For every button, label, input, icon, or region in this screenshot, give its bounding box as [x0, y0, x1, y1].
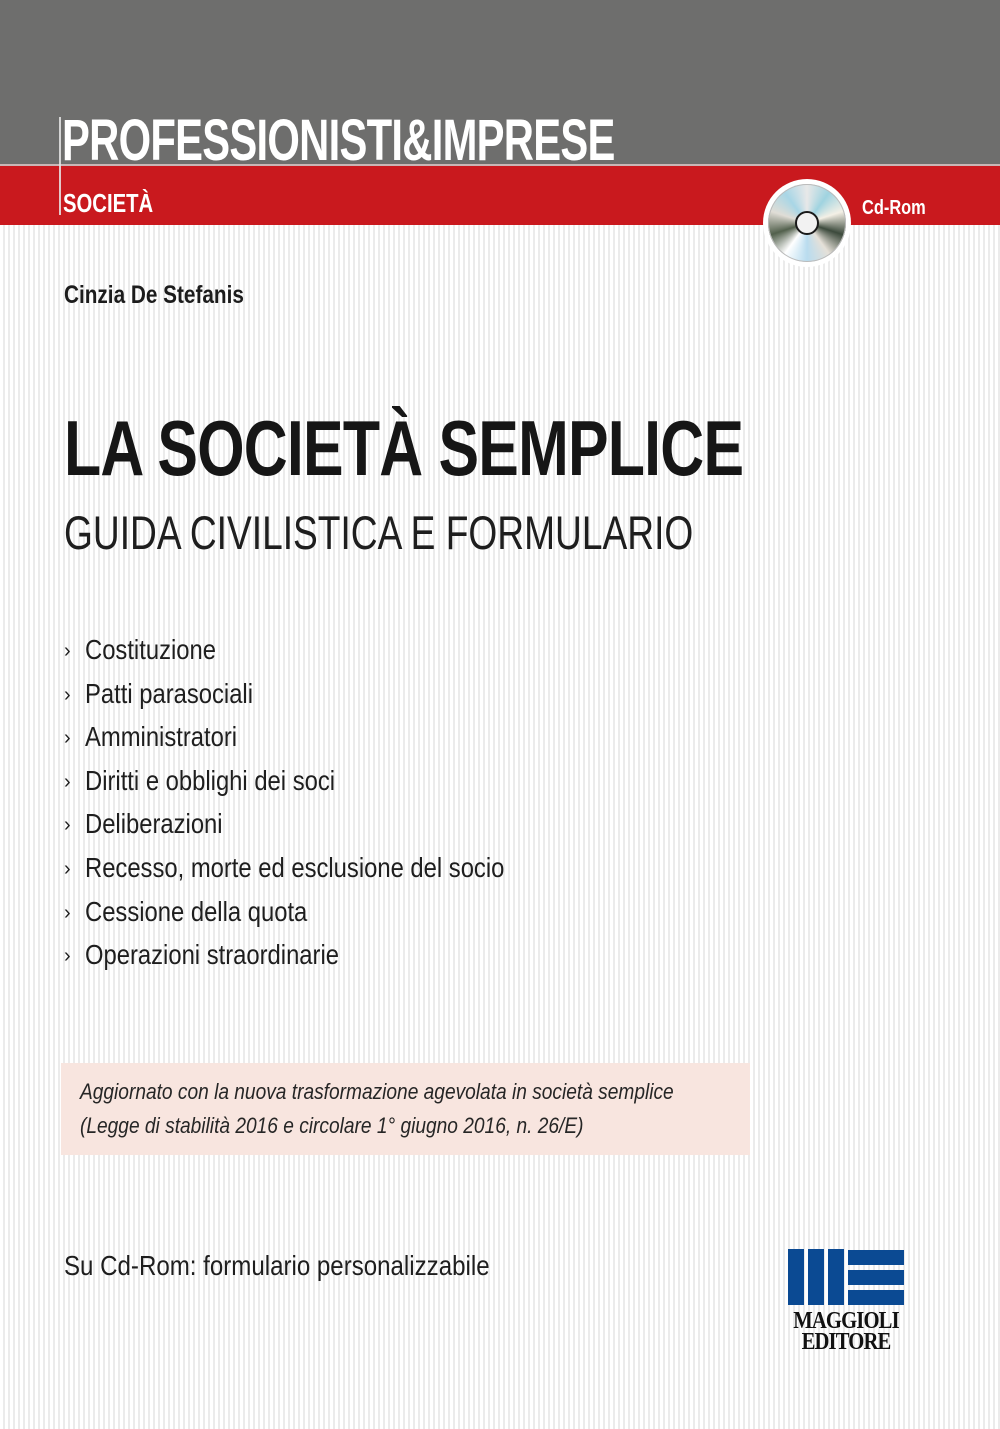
topics-list [64, 628, 578, 977]
logo-vertical-bar [828, 1249, 844, 1305]
update-note-line-2: (Legge di stabilità 2016 e circolare 1° giugno 2016, n. 26/E) [80, 1113, 584, 1138]
list-item: › Deliberazioni [64, 802, 578, 846]
chevron-right-icon: › [64, 727, 71, 750]
chevron-right-icon: › [64, 814, 71, 837]
list-item: › Cessione della quota [64, 890, 578, 934]
logo-horizontal-bar [848, 1290, 904, 1305]
chevron-right-icon: › [64, 770, 71, 793]
list-item: › Diritti e obblighi dei soci [64, 759, 578, 803]
publisher-subname: EDITORE [801, 1329, 891, 1355]
chevron-right-icon: › [64, 640, 71, 662]
chevron-right-icon: › [64, 901, 71, 924]
header-vertical-rule [59, 117, 61, 215]
chevron-right-icon: › [64, 945, 71, 968]
cd-hole [795, 211, 819, 235]
logo-vertical-bar [808, 1249, 824, 1305]
chevron-right-icon: › [64, 857, 71, 880]
list-item: › Recesso, morte ed esclusione del socio [64, 846, 578, 890]
cd-content-note: Su Cd-Rom: formulario personalizzabile [64, 1250, 490, 1281]
logo-vertical-bar [788, 1249, 804, 1305]
list-item: › Costituzione [64, 628, 578, 672]
list-item: › Operazioni straordinarie [64, 933, 578, 977]
author-name: Cinzia De Stefanis [64, 281, 244, 309]
category-label: SOCIETÀ [63, 188, 154, 218]
logo-horizontal-bar [848, 1250, 904, 1265]
logo-horizontal-bar [848, 1270, 904, 1285]
book-title: LA SOCIETÀ SEMPLICE [64, 404, 744, 492]
update-note-line-1: Aggiornato con la nuova trasformazione agevolata in società semplice [80, 1079, 674, 1104]
cd-badge [763, 179, 851, 267]
series-title: PROFESSIONISTI&IMPRESE [62, 108, 615, 173]
chevron-right-icon: › [64, 683, 71, 706]
cd-disc-icon [768, 184, 846, 262]
publisher-logo [786, 1249, 908, 1357]
list-item: › Amministratori [64, 715, 578, 759]
book-subtitle: GUIDA CIVILISTICA E FORMULARIO [64, 506, 694, 559]
list-item: › Patti parasociali [64, 672, 578, 716]
publisher-name: MAGGIOLI [793, 1308, 899, 1334]
cd-rom-label: Cd-Rom [862, 197, 926, 219]
